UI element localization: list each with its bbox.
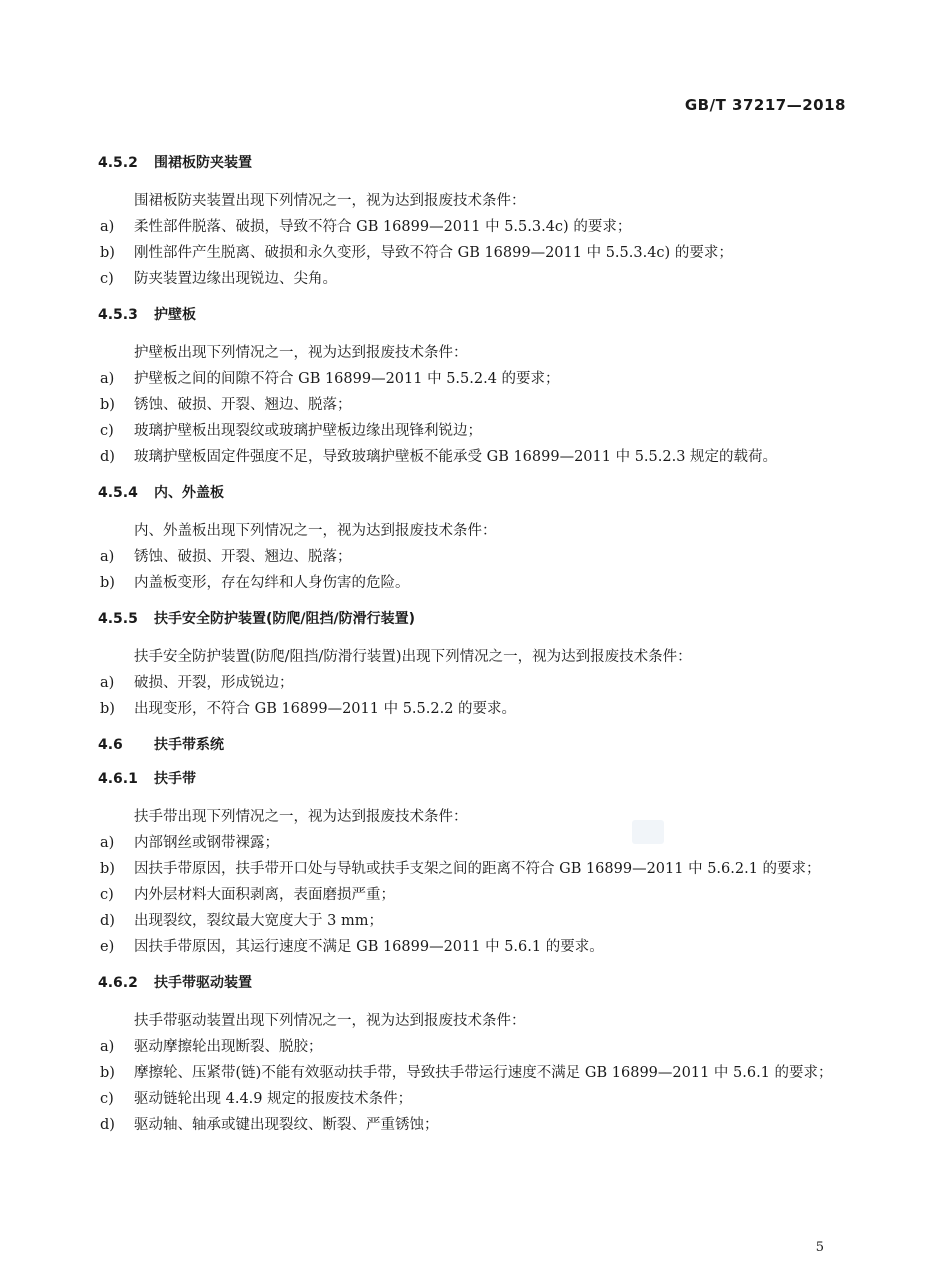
section-heading — [98, 734, 858, 756]
section-number: 4.6 — [98, 737, 123, 753]
standard-code: GB/T 37217—2018 — [684, 96, 846, 114]
list-item — [98, 1060, 858, 1086]
item-label: c) — [100, 423, 114, 439]
item-label: a) — [100, 371, 115, 387]
list-item — [98, 1034, 858, 1060]
section-heading — [98, 304, 858, 326]
section-intro: 扶手带出现下列情况之一，视为达到报废技术条件： — [134, 809, 468, 825]
section-4-6-2 — [98, 972, 858, 1138]
watermark-logo — [632, 820, 664, 844]
section-4-5-5 — [98, 608, 858, 722]
section-intro: 围裙板防夹装置出现下列情况之一，视为达到报废技术条件： — [134, 193, 526, 209]
section-title: 扶手带系统 — [154, 737, 224, 753]
item-text: 内外层材料大面积剥离，表面磨损严重； — [134, 887, 395, 903]
item-text: 柔性部件脱落、破损，导致不符合 GB 16899—2011 中 5.5.3.4c) 的要求； — [134, 219, 632, 235]
section-number: 4.5.5 — [98, 611, 138, 627]
item-label: b) — [100, 575, 115, 591]
list-item — [98, 908, 858, 934]
list-item — [98, 392, 858, 418]
section-title: 扶手带 — [154, 771, 196, 787]
item-label: a) — [100, 675, 115, 691]
section-title: 扶手带驱动装置 — [154, 975, 252, 991]
section-title: 围裙板防夹装置 — [154, 155, 252, 171]
section-4-6-1 — [98, 768, 858, 960]
section-heading — [98, 608, 858, 630]
list-item — [98, 830, 858, 856]
list-item — [98, 882, 858, 908]
item-label: b) — [100, 397, 115, 413]
list-item — [98, 366, 858, 392]
section-intro: 护壁板出现下列情况之一，视为达到报废技术条件： — [134, 345, 468, 361]
item-label: b) — [100, 861, 115, 877]
list-item — [98, 670, 858, 696]
item-text: 驱动摩擦轮出现断裂、脱胶； — [134, 1039, 323, 1055]
item-text: 护壁板之间的间隙不符合 GB 16899—2011 中 5.5.2.4 的要求； — [134, 371, 560, 387]
item-label: b) — [100, 245, 115, 261]
item-text: 防夹装置边缘出现锐边、尖角。 — [134, 271, 337, 287]
item-text: 因扶手带原因，扶手带开口处与导轨或扶手支架之间的距离不符合 GB 16899—2011 中 5.6.2.1 的要求； — [134, 861, 821, 877]
item-text: 驱动轴、轴承或键出现裂纹、断裂、严重锈蚀； — [134, 1117, 439, 1133]
item-label: b) — [100, 1065, 115, 1081]
item-label: a) — [100, 835, 115, 851]
item-label: a) — [100, 549, 115, 565]
item-text: 锈蚀、破损、开裂、翘边、脱落； — [134, 397, 352, 413]
section-title: 内、外盖板 — [154, 485, 224, 501]
item-label: c) — [100, 271, 114, 287]
item-label: a) — [100, 1039, 115, 1055]
item-label: d) — [100, 449, 115, 465]
section-heading — [98, 768, 858, 790]
item-text: 因扶手带原因，其运行速度不满足 GB 16899—2011 中 5.6.1 的要求。 — [134, 939, 604, 955]
section-4-5-3 — [98, 304, 858, 470]
section-4-5-2 — [98, 152, 858, 292]
item-label: d) — [100, 913, 115, 929]
list-item — [98, 696, 858, 722]
section-intro: 扶手带驱动装置出现下列情况之一，视为达到报废技术条件： — [134, 1013, 526, 1029]
section-4-5-4 — [98, 482, 858, 596]
document-body — [98, 152, 858, 1138]
list-item — [98, 266, 858, 292]
section-number: 4.5.3 — [98, 307, 138, 323]
item-label: b) — [100, 701, 115, 717]
item-label: a) — [100, 219, 115, 235]
item-label: d) — [100, 1117, 115, 1133]
list-item — [98, 856, 858, 882]
item-text: 破损、开裂，形成锐边； — [134, 675, 294, 691]
section-intro: 内、外盖板出现下列情况之一，视为达到报废技术条件： — [134, 523, 497, 539]
section-title: 护壁板 — [154, 307, 196, 323]
list-item — [98, 1112, 858, 1138]
item-text: 玻璃护壁板出现裂纹或玻璃护壁板边缘出现锋利锐边； — [134, 423, 482, 439]
item-text: 内盖板变形，存在勾绊和人身伤害的危险。 — [134, 575, 410, 591]
list-item — [98, 444, 858, 470]
item-label: c) — [100, 1091, 114, 1107]
list-item — [98, 240, 858, 266]
item-text: 摩擦轮、压紧带(链)不能有效驱动扶手带，导致扶手带运行速度不满足 GB 16899—2011 中 5.6.1 的要求； — [134, 1065, 833, 1081]
list-item — [98, 934, 858, 960]
item-label: e) — [100, 939, 115, 955]
list-item — [98, 544, 858, 570]
item-text: 玻璃护壁板固定件强度不足，导致玻璃护壁板不能承受 GB 16899—2011 中 5.5.2.3 规定的载荷。 — [134, 449, 778, 465]
list-item — [98, 1086, 858, 1112]
section-number: 4.5.4 — [98, 485, 138, 501]
item-text: 锈蚀、破损、开裂、翘边、脱落； — [134, 549, 352, 565]
section-4-6 — [98, 734, 858, 756]
section-heading — [98, 152, 858, 174]
item-text: 出现变形，不符合 GB 16899—2011 中 5.5.2.2 的要求。 — [134, 701, 517, 717]
item-text: 内部钢丝或钢带裸露； — [134, 835, 279, 851]
section-intro: 扶手安全防护装置(防爬/阻挡/防滑行装置)出现下列情况之一，视为达到报废技术条件： — [134, 649, 692, 665]
section-number: 4.5.2 — [98, 155, 138, 171]
item-text: 驱动链轮出现 4.4.9 规定的报废技术条件； — [134, 1091, 413, 1107]
item-text: 刚性部件产生脱离、破损和永久变形，导致不符合 GB 16899—2011 中 5.5.3.4c) 的要求； — [134, 245, 733, 261]
section-heading — [98, 972, 858, 994]
section-heading — [98, 482, 858, 504]
list-item — [98, 418, 858, 444]
list-item — [98, 214, 858, 240]
list-item — [98, 570, 858, 596]
section-number: 4.6.1 — [98, 771, 138, 787]
section-number: 4.6.2 — [98, 975, 138, 991]
page-number: 5 — [815, 1240, 824, 1255]
item-text: 出现裂纹，裂纹最大宽度大于 3 mm； — [134, 913, 383, 929]
item-label: c) — [100, 887, 114, 903]
section-title: 扶手安全防护装置(防爬/阻挡/防滑行装置) — [154, 611, 416, 627]
